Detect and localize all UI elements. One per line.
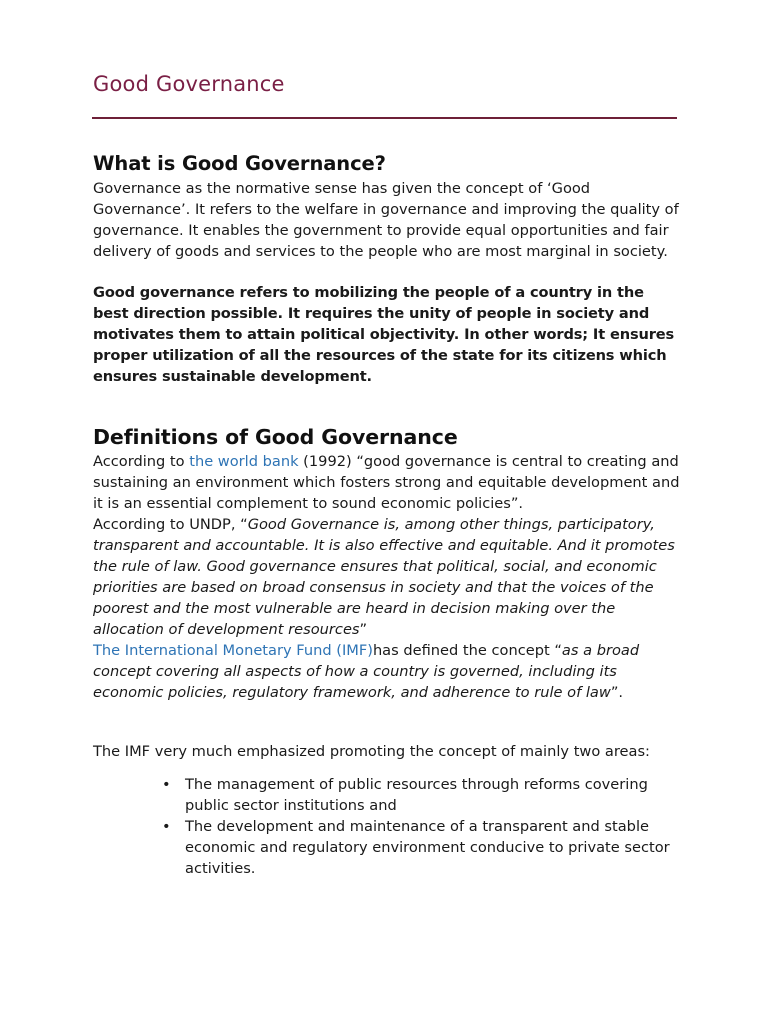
list-item-text: The management of public resources through reforms covering public sector institutions and xyxy=(185,776,648,814)
undp-quote: Good Governance is, among other things, participatory, transparent and accountable. It is also effective and equitable. And it promotes the rule of law. Good governance ensures that political, social, and economic priorities are based on broad consensus in society and that the voices of the poorest and the most vulnerable are heard in decision making over the allocation of development resources xyxy=(93,516,675,638)
imf-suffix: ”. xyxy=(610,684,624,701)
document-body xyxy=(93,150,683,879)
intro-paragraph: Governance as the normative sense has given the concept of ‘Good Governance’. It refers to the welfare in governance and improving the quality of governance. It enables the government to provide equal opportunities and fair delivery of goods and services to the people who are most marginal in society. xyxy=(93,180,679,260)
document-title: Good Governance xyxy=(93,72,285,96)
world-bank-quote: (1992) “good governance is central to creating and sustaining an environment which fosters strong and equitable development and it is an essential complement to sound economic policies”. xyxy=(93,453,680,512)
imf-quote: as a broad concept covering all aspects of how a country is governed, including its economic policies, regulatory framework, and adherence to rule of law xyxy=(93,642,640,701)
paragraph-gap xyxy=(93,262,683,282)
imf-link[interactable]: The International Monetary Fund (IMF) xyxy=(93,642,373,659)
undp-prefix: According to UNDP, “ xyxy=(93,516,248,533)
imf-definition xyxy=(93,640,683,703)
world-bank-link[interactable]: the world bank xyxy=(189,453,299,470)
world-bank-prefix: According to xyxy=(93,453,190,470)
imf-areas-intro: The IMF very much emphasized promoting the concept of mainly two areas: xyxy=(93,743,650,760)
imf-areas-list xyxy=(93,774,683,879)
world-bank-definition xyxy=(93,451,683,514)
bullet-icon: • xyxy=(162,776,171,793)
undp-definition xyxy=(93,514,683,640)
list-item-text: The development and maintenance of a transparent and stable economic and regulatory environment conducive to private sector activities. xyxy=(185,818,670,877)
list-item xyxy=(162,816,683,879)
bullet-icon: • xyxy=(162,818,171,835)
section-heading-what-is: What is Good Governance? xyxy=(93,152,386,175)
bold-summary-paragraph: Good governance refers to mobilizing the people of a country in the best direction possible. It requires the unity of people in society and motivates them to attain political objectivity. In other words; It ensures proper utilization of all the resources of the state for its citizens which ensures sustainable development. xyxy=(93,284,675,385)
list-item xyxy=(162,774,683,816)
undp-suffix: ” xyxy=(359,621,368,638)
title-divider xyxy=(92,117,677,119)
section-heading-definitions: Definitions of Good Governance xyxy=(93,425,458,449)
paragraph-gap-large xyxy=(93,703,683,741)
section-gap xyxy=(93,387,683,423)
imf-mid: has defined the concept “ xyxy=(372,642,562,659)
